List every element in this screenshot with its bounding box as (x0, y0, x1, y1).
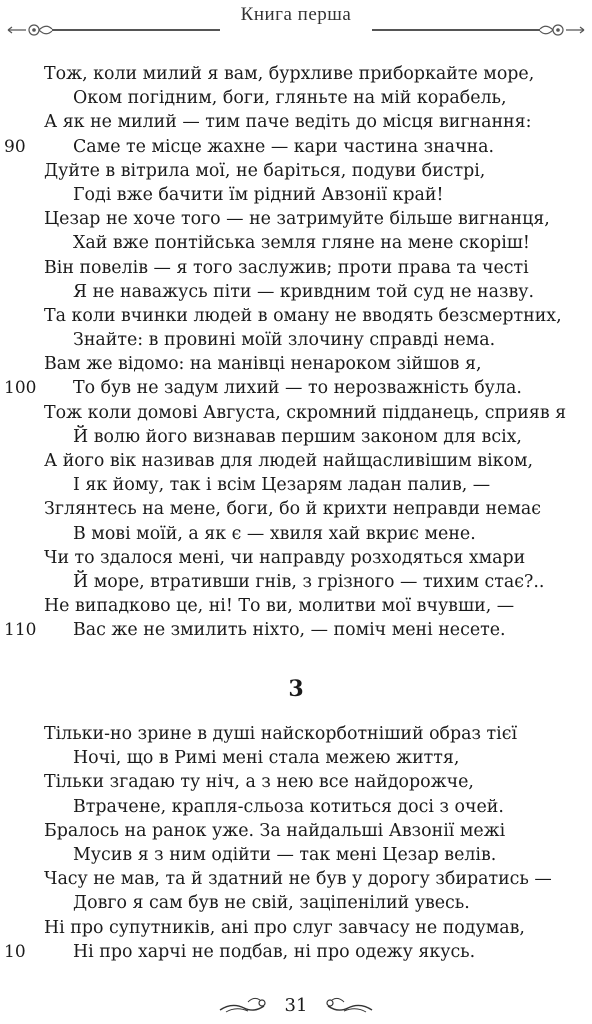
verse-text: Хай вже понтійська земля гляне на мене скоріш! (73, 233, 530, 254)
poem-section-2 (0, 722, 592, 964)
verse-line (0, 722, 592, 746)
verse-line (0, 473, 592, 497)
verse-text: Вам же відомо: на манівці ненароком зійшов я, (44, 354, 482, 375)
verse-text: І як йому, так і всім Цезарям ладан палив, — (73, 475, 491, 496)
verse-line (0, 795, 592, 819)
verse-line (0, 376, 592, 400)
verse-text: Та коли вчинки людей в оману не вводять безсмертних, (44, 305, 562, 326)
verse-text: Мусив я з ним одійти — так мені Цезар велів. (73, 844, 497, 865)
page-number: 31 (284, 995, 308, 1016)
verse-text: Чи то здалося мені, чи направду розходяться хмари (44, 547, 526, 568)
verse-line (0, 916, 592, 940)
verse-text: Довго я сам був не свій, заціпенілий увесь. (73, 893, 470, 914)
section-number: 3 (288, 676, 304, 702)
verse-line (0, 256, 592, 280)
verse-text: А як не милий — тим паче ведіть до місця вигнання: (44, 112, 532, 133)
verse-text: Годі вже бачити їм рідний Авзонії край! (73, 184, 444, 205)
verse-line (0, 231, 592, 255)
verse-line (0, 401, 592, 425)
verse-line (0, 546, 592, 570)
verse-line (0, 62, 592, 86)
verse-text: Саме те місце жахне — кари частина значна. (73, 136, 495, 157)
verse-text: А його вік називав для людей найщасливішим віком, (44, 451, 534, 471)
verse-line (0, 618, 592, 642)
verse-line (0, 207, 592, 231)
running-header-title: Книга перша (240, 4, 352, 25)
verse-line (0, 110, 592, 134)
verse-line (0, 819, 592, 843)
verse-line (0, 425, 592, 449)
line-number: 110 (4, 620, 37, 641)
header-rule-left (52, 29, 220, 31)
verse-line (0, 449, 592, 473)
verse-text: Й море, втративши гнів, з грізного — тихим стає?.. (73, 571, 545, 592)
verse-text: Вас же не змилить ніхто, — поміч мені несете. (73, 620, 506, 641)
verse-text: Ні про харчі не подбав, ні про одежу якусь. (73, 941, 476, 962)
verse-text: Тож коли домові Августа, скромний підданець, сприяв я (44, 402, 567, 423)
verse-line (0, 280, 592, 304)
verse-text: Ночі, що в Римі мені стала межею життя, (73, 748, 460, 769)
verse-text: Й волю його визнавав першим законом для всіх, (73, 426, 522, 447)
header-rule-right (372, 29, 540, 31)
running-header (0, 0, 592, 44)
verse-text: Цезар не хоче того — не затримуйте більше вигнанця, (44, 209, 550, 230)
verse-line (0, 304, 592, 328)
verse-text: Не випадково це, ні! То ви, молитви мої вчувши, — (44, 596, 515, 617)
verse-line (0, 940, 592, 964)
line-number: 100 (4, 378, 37, 399)
verse-text: Тож, коли милий я вам, бурхливе приборкайте море, (44, 64, 535, 84)
verse-line (0, 159, 592, 183)
verse-line (0, 352, 592, 376)
line-number: 90 (4, 136, 26, 157)
verse-line (0, 867, 592, 891)
verse-text: Оком погідним, боги, гляньте на мій корабель, (73, 88, 507, 109)
verse-line (0, 183, 592, 207)
right-flourish-ornament (536, 20, 586, 40)
verse-line (0, 328, 592, 352)
verse-text: В мові моїй, а як є — хвиля хай вкриє мене. (73, 523, 476, 544)
verse-text: Зглянтесь на мене, боги, бо й крихти неправди немає (44, 499, 541, 520)
verse-text: Тільки-но зрине в душі найскорботніший образ тієї (44, 724, 518, 744)
verse-text: Часу не мав, та й здатний не був у дорогу збиратись — (44, 869, 552, 890)
verse-line (0, 594, 592, 618)
verse-line (0, 522, 592, 546)
verse-line (0, 86, 592, 110)
page-footer (0, 992, 592, 1024)
verse-line (0, 843, 592, 867)
verse-text: Дуйте в вітрила мої, не баріться, подуви бистрі, (44, 160, 486, 181)
verse-line (0, 135, 592, 159)
poem-section-1 (0, 62, 592, 643)
verse-line (0, 891, 592, 915)
line-number: 10 (4, 941, 26, 962)
footer-right-ornament-icon (324, 994, 374, 1018)
verse-line (0, 570, 592, 594)
verse-text: То був не задум лихий — то нерозважність була. (73, 378, 522, 399)
verse-line (0, 746, 592, 770)
verse-text: Знайте: в провині моїй злочину справді нема. (73, 330, 496, 351)
verse-text: Втрачене, крапля-сльоза котиться досі з очей. (73, 796, 504, 817)
verse-line (0, 497, 592, 521)
verse-line (0, 770, 592, 794)
verse-text: Бралось на ранок уже. За найдальші Авзонії межі (44, 820, 506, 841)
verse-text: Я не наважусь піти — кривдним той суд не назву. (73, 281, 535, 302)
verse-text: Ні про супутників, ані про слуг завчасу не подумав, (44, 917, 525, 938)
verse-text: Він повелів — я того заслужив; проти права та честі (44, 257, 529, 278)
verse-text: Тільки згадаю ту ніч, а з нею все найдорожче, (44, 772, 474, 793)
